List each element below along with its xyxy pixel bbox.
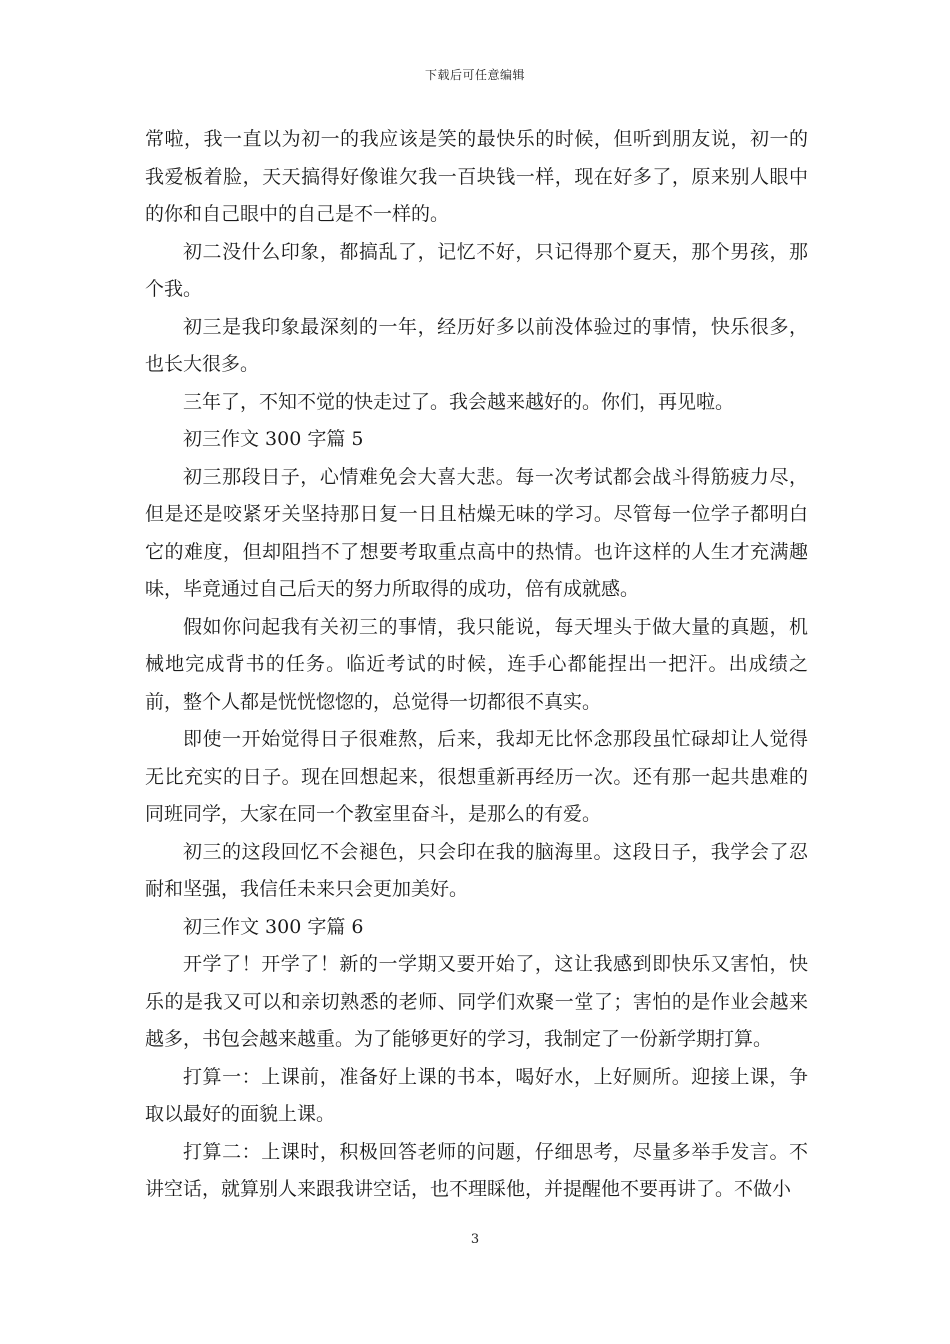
section-heading-6: 初三作文 300 字篇 6: [183, 915, 364, 938]
paragraph-7: 假如你问起我有关初三的事情，我只能说，每天埋头于做大量的真题，机械地完成背书的任务。临近考试的时候，连手心都能捏出一把汗。出成绩之前，整个人都是恍恍惚惚的，总觉得一切都很不真实。: [145, 615, 808, 713]
page-header: 下载后可任意编辑: [424, 68, 525, 82]
page-number: 3: [470, 1232, 480, 1247]
section-heading-5: 初三作文 300 字篇 5: [183, 428, 364, 450]
paragraph-6: 初三那段日子，心情难免会大喜大悲。每一次考试都会战斗得筋疲力尽，但是还是咬紧牙关坚持那日复一日且枯燥无味的学习。尽管每一位学子都明白它的难度，但却阻挡不了想要考取重点高中的热情。也许这样的人生才充满趣味，毕竟通过自己后天的努力所取得的成功，倍有成就感。: [145, 465, 808, 600]
document-body: [145, 121, 808, 1209]
paragraph-12: 打算一：上课前，准备好上课的书本，喝好水，上好厕所。迎接上课，争取以最好的面貌上课。: [145, 1065, 808, 1125]
paragraph-3: 初三是我印象最深刻的一年，经历好多以前没体验过的事情，快乐很多，也长大很多。: [145, 315, 808, 375]
paragraph-4: 三年了，不知不觉的快走过了。我会越来越好的。你们，再见啦。: [183, 390, 735, 413]
paragraph-9: 初三的这段回忆不会褪色，只会印在我的脑海里。这段日子，我学会了忍耐和坚强，我信任未来只会更加美好。: [145, 840, 808, 900]
paragraph-1: 常啦，我一直以为初一的我应该是笑的最快乐的时候，但听到朋友说，初一的我爱板着脸，天天搞得好像谁欠我一百块钱一样，现在好多了，原来别人眼中的你和自己眼中的自己是不一样的。: [145, 128, 808, 225]
paragraph-13: 打算二：上课时，积极回答老师的问题，仔细思考，尽量多举手发言。不讲空话，就算别人来跟我讲空话，也不理睬他，并提醒他不要再讲了。不做小: [145, 1140, 808, 1200]
paragraph-8: 即使一开始觉得日子很难熬，后来，我却无比怀念那段虽忙碌却让人觉得无比充实的日子。现在回想起来，很想重新再经历一次。还有那一起共患难的同班同学，大家在同一个教室里奋斗，是那么的有爱。: [145, 728, 808, 825]
paragraph-11: 开学了！开学了！新的一学期又要开始了，这让我感到即快乐又害怕，快乐的是我又可以和亲切熟悉的老师、同学们欢聚一堂了；害怕的是作业会越来越多，书包会越来越重。为了能够更好的学习，我制定了一份新学期打算。: [145, 953, 808, 1050]
paragraph-2: 初二没什么印象，都搞乱了，记忆不好，只记得那个夏天，那个男孩，那个我。: [145, 240, 808, 300]
